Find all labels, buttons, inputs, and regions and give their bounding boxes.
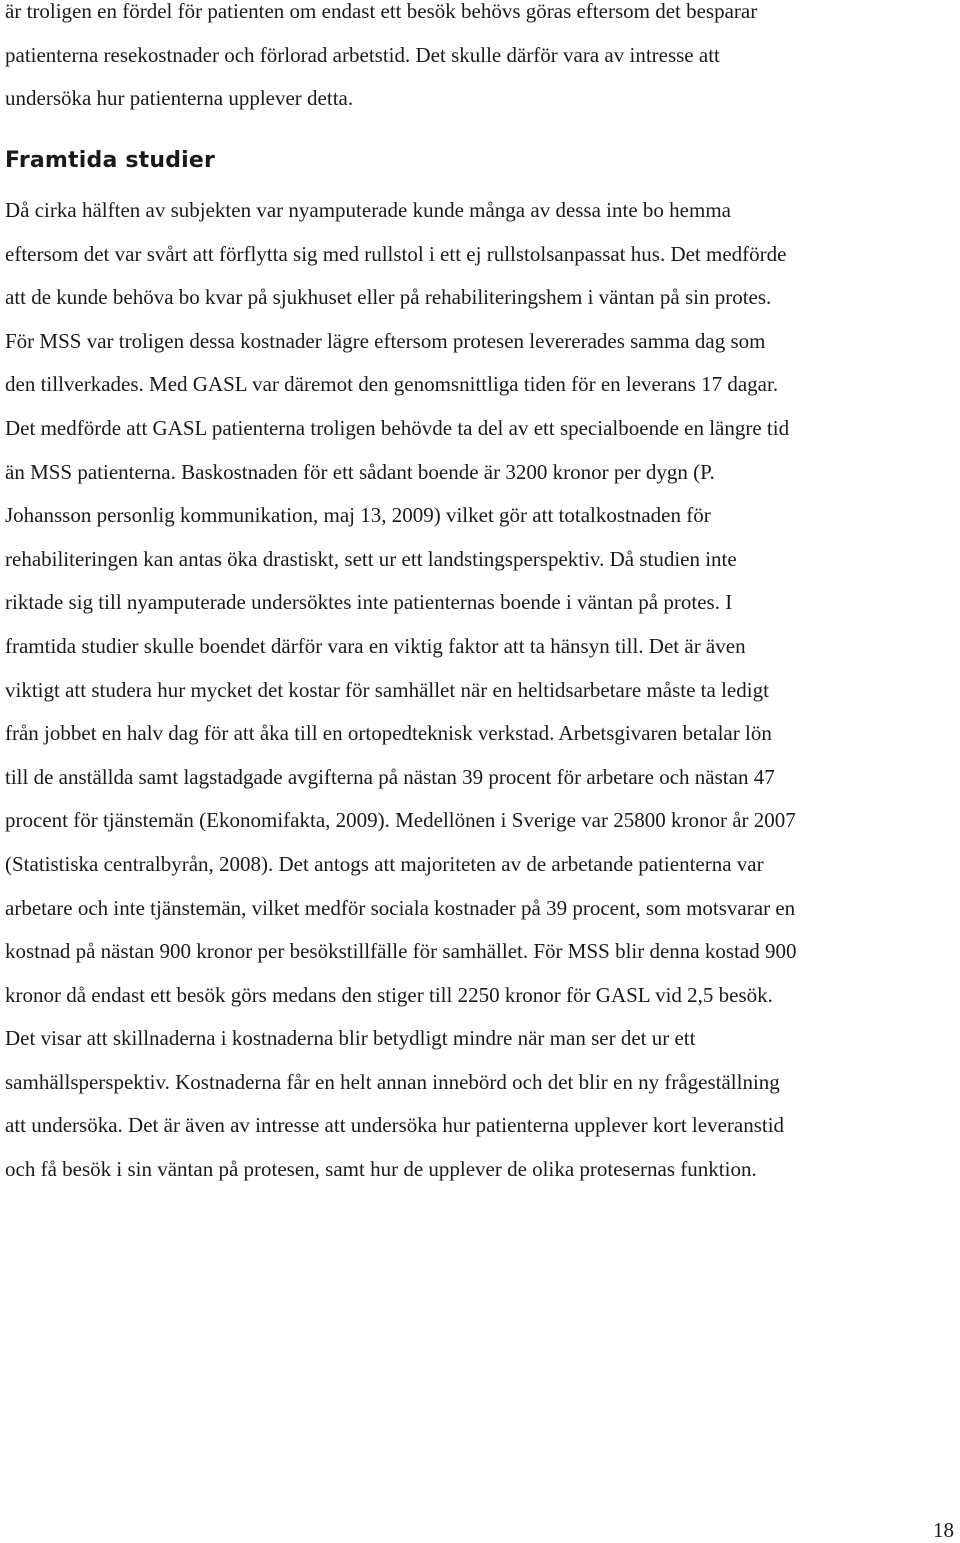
page-number: 18	[933, 1518, 954, 1542]
section-paragraph: Då cirka hälften av subjekten var nyamputerade kunde många av dessa inte bo hemma eftersom det var svårt att förflytta sig med rullstol i ett ej rullstolsanpassat hus. Det medförde att de kunde behöva bo kvar på sjukhuset eller på rehabiliteringshem i väntan på sin protes. För MSS var troligen dessa kostnader lägre eftersom protesen levererades samma dag som den tillverkades. Med GASL var däremot den genomsnittliga tiden för en leverans 17 dagar. Det medförde att GASL patienterna troligen behövde ta del av ett specialboende en längre tid än MSS patienterna. Baskostnaden för ett sådant boende är 3200 kronor per dygn (P. Johansson personlig kommunikation, maj 13, 2009) vilket gör att totalkostnaden för rehabiliteringen kan antas öka drastiskt, sett ur ett landstingsperspektiv. Då studien inte riktade sig till nyamputerade undersöktes inte patienternas boende i väntan på protes. I framtida studier skulle boendet därför vara en viktig faktor att ta hänsyn till. Det är även viktigt att studera hur mycket det kostar för samhället när en heltidsarbetare måste ta ledigt från jobbet en halv dag för att åka till en ortopedteknisk verkstad. Arbetsgivaren betalar lön till de anställda samt lagstadgade avgifterna på nästan 39 procent för arbetare och nästan 47 procent för tjänstemän (Ekonomifakta, 2009). Medellönen i Sverige var 25800 kronor år 2007 (Statistiska centralbyrån, 2008). Det antogs att majoriteten av de arbetande patienterna var arbetare och inte tjänstemän, vilket medför sociala kostnader på 39 procent, som motsvarar en kostnad på nästan 900 kronor per besökstillfälle för samhället. För MSS blir denna kostad 900 kronor då endast ett besök görs medans den stiger till 2250 kronor för GASL vid 2,5 besök. Det visar att skillnaderna i kostnaderna blir betydligt mindre när man ser det ur ett samhällsperspektiv. Kostnaderna får en helt annan innebörd och det blir en ny frågeställning att undersöka. Det är även av intresse att undersöka hur patienterna upplever kort leveranstid och få besök i sin väntan på protesen, samt hur de upplever de olika protesernas funktion.	[5, 198, 797, 1182]
section-heading: Framtida studier	[5, 148, 216, 173]
intro-paragraph: är troligen en fördel för patienten om endast ett besök behövs göras eftersom det besparar patienterna resekostnader och förlorad arbetstid. Det skulle därför vara av intresse att undersöka hur patienterna upplever detta.	[5, 0, 758, 111]
